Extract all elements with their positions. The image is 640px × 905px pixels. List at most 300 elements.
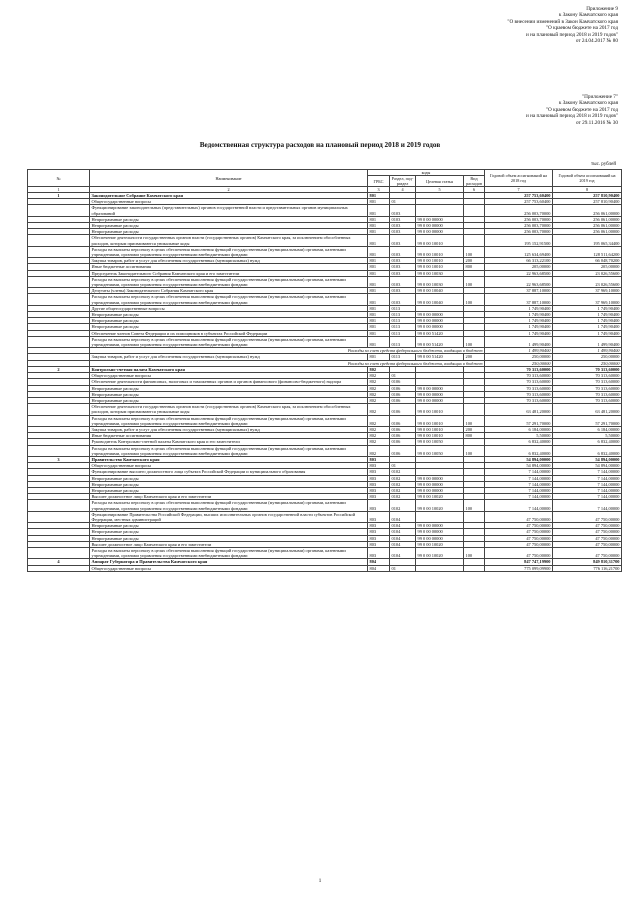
- row-name: Депутаты (члены) Законодательного Собрания Камчатского края: [90, 288, 368, 294]
- row-razdel: 0103: [390, 276, 416, 287]
- row-grbs: 802: [368, 404, 390, 415]
- row-amount-2019: 47 750,00000: [553, 547, 622, 558]
- row-name: Расходы на выплаты персоналу в целях обеспечения выполнения функций государственными (муниципальными) органами, казенными учреждениями, органами управления государственными внебюджетными фондами: [90, 336, 368, 347]
- row-amount-2018: 257 753,60400: [485, 193, 553, 199]
- row-amount-2018: 1 749,90400: [485, 318, 553, 324]
- row-csr: 99 0 00 00000: [416, 391, 464, 397]
- column-number: 6: [464, 187, 485, 193]
- row-grbs: 801: [368, 246, 390, 257]
- row-vr: 100: [464, 547, 485, 558]
- row-amount-2018: 1 499,90400: [485, 336, 553, 347]
- row-grbs: 801: [368, 294, 390, 305]
- row-razdel: 0106: [390, 385, 416, 391]
- row-amount-2018: 66 313,22100: [485, 258, 553, 264]
- row-csr: 99 0 00 10010: [416, 415, 464, 426]
- row-razdel: 0104: [390, 523, 416, 529]
- row-amount-2019: 7 144,00000: [553, 469, 622, 475]
- row-grbs: 801: [368, 264, 390, 270]
- row-razdel: 0103: [390, 258, 416, 264]
- row-num: 1: [28, 193, 90, 199]
- row-amount-2018: 37 887,10000: [485, 294, 553, 305]
- row-grbs: 801: [368, 305, 390, 311]
- row-amount-2018: 70 313,60000: [485, 379, 553, 385]
- col-header-2019: Годовой объем ассигнований на 2019 год: [553, 170, 622, 187]
- row-grbs: 803: [368, 487, 390, 493]
- row-amount-2018: 57 291,70000: [485, 415, 553, 426]
- row-amount-2019: 1 499,90400: [553, 336, 622, 347]
- row-amount-2019: 7 144,00000: [553, 494, 622, 500]
- row-amount-2019: 70 313,60000: [553, 397, 622, 403]
- row-amount-2019: 7 144,00000: [553, 475, 622, 481]
- row-amount-2019: 6 184,00000: [553, 426, 622, 432]
- row-name: Общегосударственные вопросы: [90, 199, 368, 205]
- col-header-2018: Годовой объем ассигнований на 2018 год: [485, 170, 553, 187]
- row-razdel: 0113: [390, 336, 416, 347]
- row-grbs: 801: [368, 205, 390, 216]
- row-razdel: 0106: [390, 426, 416, 432]
- row-csr: 99 0 00 51420: [416, 336, 464, 347]
- row-grbs: 804: [368, 565, 390, 571]
- row-amount-2018: 7 144,00000: [485, 494, 553, 500]
- row-grbs: 802: [368, 379, 390, 385]
- row-csr: 99 0 00 10010: [416, 258, 464, 264]
- col-header-razdel: Раздел, под-раздел: [390, 176, 416, 187]
- row-csr: 99 0 00 00000: [416, 216, 464, 222]
- row-amount-2018: 7 144,00000: [485, 475, 553, 481]
- row-razdel: 0103: [390, 216, 416, 222]
- row-amount-2018: 1 749,90400: [485, 330, 553, 336]
- row-amount-2018: 7 144,00000: [485, 469, 553, 475]
- row-csr: 99 0 00 10020: [416, 547, 464, 558]
- unit-label: тыс. рублей: [591, 162, 616, 167]
- row-vr: [464, 511, 485, 522]
- row-amount-2018: 47 750,00000: [485, 547, 553, 558]
- row-grbs: 803: [368, 500, 390, 511]
- row-amount-2019: 1 749,90400: [553, 324, 622, 330]
- row-name: Закупка товаров, работ и услуг для обеспечения государственных (муниципальных) нужд: [90, 426, 368, 432]
- row-razdel: 0103: [390, 264, 416, 270]
- row-amount-2018: 47 750,00000: [485, 535, 553, 541]
- row-amount-2019: 47 750,00000: [553, 535, 622, 541]
- row-razdel: 0103: [390, 223, 416, 229]
- row-csr: 99 0 00 51420: [416, 354, 464, 360]
- row-csr: 99 0 00 00000: [416, 481, 464, 487]
- row-amount-2019: 256 061,00000: [553, 216, 622, 222]
- row-name: Непрограммные расходы: [90, 324, 368, 330]
- row-csr: 99 0 00 10010: [416, 264, 464, 270]
- row-csr: 99 0 00 10040: [416, 288, 464, 294]
- row-num: 4: [28, 559, 90, 565]
- row-amount-2019: 7 144,00000: [553, 481, 622, 487]
- row-razdel: 0106: [390, 391, 416, 397]
- row-vr: [464, 235, 485, 246]
- row-vr: 800: [464, 264, 485, 270]
- row-amount-2019: 128 511,64200: [553, 246, 622, 257]
- row-grbs: 801: [368, 288, 390, 294]
- note-amount-2019: 1 499,90400: [553, 348, 622, 354]
- row-name: Функционирование высшего должностного лица субъекта Российской Федерации и муниципального образования: [90, 469, 368, 475]
- row-amount-2018: 7 144,00000: [485, 481, 553, 487]
- row-razdel: 0104: [390, 535, 416, 541]
- row-vr: 200: [464, 354, 485, 360]
- row-razdel: 0103: [390, 270, 416, 276]
- row-amount-2019: 54 894,00000: [553, 463, 622, 469]
- header-line: от 24.04.2017 № 80: [575, 38, 618, 45]
- row-razdel: 0113: [390, 318, 416, 324]
- row-amount-2019: 57 291,70000: [553, 415, 622, 426]
- row-razdel: 0104: [390, 529, 416, 535]
- row-razdel: 0103: [390, 246, 416, 257]
- row-amount-2018: 256 003,70000: [485, 229, 553, 235]
- row-razdel: 0102: [390, 500, 416, 511]
- table-row: [28, 246, 622, 257]
- row-amount-2018: 1 749,90400: [485, 312, 553, 318]
- row-grbs: 802: [368, 366, 390, 372]
- row-amount-2019: 47 750,00000: [553, 511, 622, 522]
- header-line: "О краевом бюджете на 2017 год: [545, 106, 618, 113]
- row-grbs: 801: [368, 223, 390, 229]
- row-razdel: 0106: [390, 397, 416, 403]
- table-row: [28, 235, 622, 246]
- row-amount-2018: 22 963,68500: [485, 270, 553, 276]
- row-amount-2018: 37 887,10000: [485, 288, 553, 294]
- row-csr: 99 0 00 00000: [416, 229, 464, 235]
- table-row: [28, 379, 622, 385]
- row-amount-2018: 47 750,00000: [485, 529, 553, 535]
- row-razdel: 0102: [390, 469, 416, 475]
- row-vr: 800: [464, 433, 485, 439]
- row-amount-2018: 6 832,40000: [485, 439, 553, 445]
- row-name: Председатель Законодательного Собрания Камчатского края и его заместители: [90, 270, 368, 276]
- row-num: [28, 336, 90, 347]
- row-grbs: 801: [368, 354, 390, 360]
- row-name: Обеспечение деятельности государственных органов власти (государственных органов) Камчатского края, за исключением обособленных расходов, которым присваиваются уникальные коды: [90, 404, 368, 415]
- row-num: 2: [28, 366, 90, 372]
- row-amount-2019: 256 061,00000: [553, 223, 622, 229]
- row-razdel: 0104: [390, 547, 416, 558]
- row-csr: 99 0 00 00000: [416, 312, 464, 318]
- row-razdel: 0103: [390, 235, 416, 246]
- row-amount-2018: 70 313,60000: [485, 373, 553, 379]
- row-name: Непрограммные расходы: [90, 529, 368, 535]
- row-amount-2019: 849 810,31700: [553, 559, 622, 565]
- row-name: Общегосударственные вопросы: [90, 373, 368, 379]
- row-vr: 200: [464, 258, 485, 264]
- row-razdel: 0113: [390, 312, 416, 318]
- row-amount-2018: 256 003,70000: [485, 216, 553, 222]
- row-grbs: 802: [368, 385, 390, 391]
- row-name: Непрограммные расходы: [90, 312, 368, 318]
- table-row: [28, 500, 622, 511]
- row-num: [28, 246, 90, 257]
- row-amount-2019: 1 749,90400: [553, 330, 622, 336]
- table-header-row: [28, 170, 622, 176]
- row-csr: 99 0 00 00000: [416, 324, 464, 330]
- row-name: Функционирование Правительства Российской Федерации, высших исполнительных органов государственной власти субъектов Российской Федерации, местных администраций: [90, 511, 368, 522]
- row-grbs: 803: [368, 456, 390, 462]
- row-amount-2018: 1 749,90400: [485, 324, 553, 330]
- row-amount-2018: 47 750,00000: [485, 541, 553, 547]
- row-vr: [464, 205, 485, 216]
- row-csr: 99 0 00 00000: [416, 397, 464, 403]
- row-amount-2019: 6 832,40000: [553, 445, 622, 456]
- row-amount-2019: 23 026,55600: [553, 270, 622, 276]
- row-amount-2019: 205,00000: [553, 264, 622, 270]
- row-razdel: 0106: [390, 379, 416, 385]
- row-razdel: 0113: [390, 305, 416, 311]
- row-name: Другие общегосударственные вопросы: [90, 305, 368, 311]
- row-amount-2019: 776 116,21700: [553, 565, 622, 571]
- row-name: Расходы на выплаты персоналу в целях обеспечения выполнения функций государственными (муниципальными) органами, казенными учреждениями, органами управления государственными внебюджетными фондами: [90, 415, 368, 426]
- row-vr: 100: [464, 276, 485, 287]
- row-vr: 100: [464, 336, 485, 347]
- row-csr: 99 0 00 10040: [416, 294, 464, 305]
- row-grbs: 802: [368, 397, 390, 403]
- row-csr: 99 0 00 00000: [416, 523, 464, 529]
- table-row: [28, 547, 622, 558]
- row-amount-2018: 256 003,70000: [485, 205, 553, 216]
- row-amount-2018: 775 099,09900: [485, 565, 553, 571]
- row-name: Расходы на выплаты персоналу в целях обеспечения выполнения функций государственными (муниципальными) органами, казенными учреждениями, органами управления государственными внебюджетными фондами: [90, 547, 368, 558]
- row-grbs: 801: [368, 258, 390, 264]
- row-grbs: 802: [368, 439, 390, 445]
- row-name: Иные бюджетные ассигнования: [90, 433, 368, 439]
- row-grbs: 802: [368, 391, 390, 397]
- row-amount-2019: 7 144,00000: [553, 500, 622, 511]
- row-amount-2019: 47 750,00000: [553, 541, 622, 547]
- row-razdel: 0106: [390, 404, 416, 415]
- header-line: "О внесении изменений в Закон Камчатского края: [507, 18, 618, 25]
- row-amount-2018: 54 894,00000: [485, 456, 553, 462]
- row-num: [28, 276, 90, 287]
- row-csr: 99 0 00 10010: [416, 433, 464, 439]
- column-number: 8: [553, 187, 622, 193]
- row-razdel: 01: [390, 463, 416, 469]
- table-body: [28, 193, 622, 572]
- page-number: 1: [318, 878, 322, 884]
- row-grbs: 801: [368, 216, 390, 222]
- row-name: Непрограммные расходы: [90, 216, 368, 222]
- row-amount-2019: 63 481,20000: [553, 404, 622, 415]
- header-line: к Закону Камчатского края: [558, 12, 618, 19]
- row-amount-2018: 7 144,00000: [485, 487, 553, 493]
- row-razdel: 0113: [390, 324, 416, 330]
- row-name: Общегосударственные вопросы: [90, 463, 368, 469]
- row-grbs: 802: [368, 373, 390, 379]
- row-grbs: 801: [368, 199, 390, 205]
- row-vr: 100: [464, 246, 485, 257]
- row-name: Непрограммные расходы: [90, 397, 368, 403]
- row-name: Расходы на выплаты персоналу в целях обеспечения выполнения функций государственными (муниципальными) органами, казенными учреждениями, органами управления государственными внебюджетными фондами: [90, 500, 368, 511]
- table-row: [28, 404, 622, 415]
- row-razdel: 0102: [390, 487, 416, 493]
- row-amount-2019: 250,00000: [553, 354, 622, 360]
- row-csr: 99 0 00 00000: [416, 475, 464, 481]
- row-csr: 99 0 00 10020: [416, 494, 464, 500]
- row-grbs: 803: [368, 481, 390, 487]
- row-amount-2018: 70 313,60000: [485, 366, 553, 372]
- row-csr: 99 0 00 00000: [416, 223, 464, 229]
- row-csr: [416, 565, 464, 571]
- row-vr: 100: [464, 500, 485, 511]
- row-razdel: 0106: [390, 439, 416, 445]
- row-grbs: 801: [368, 193, 390, 199]
- row-amount-2019: 5,50000: [553, 433, 622, 439]
- row-name: Непрограммные расходы: [90, 535, 368, 541]
- row-name: Расходы на выплаты персоналу в целях обеспечения выполнения функций государственными (муниципальными) органами, казенными учреждениями, органами управления государственными внебюджетными фондами: [90, 445, 368, 456]
- row-grbs: 803: [368, 541, 390, 547]
- row-grbs: 803: [368, 463, 390, 469]
- document-title: Ведомственная структура расходов на плановый период 2018 и 2019 годов: [199, 141, 441, 149]
- row-amount-2018: 70 313,60000: [485, 391, 553, 397]
- row-amount-2018: 1 749,90400: [485, 305, 553, 311]
- row-csr: 99 0 00 00000: [416, 535, 464, 541]
- row-name: Правительство Камчатского края: [90, 456, 368, 462]
- row-amount-2018: 847 747,19900: [485, 559, 553, 565]
- row-csr: 99 0 00 10020: [416, 541, 464, 547]
- table-row: [28, 415, 622, 426]
- row-num: [28, 445, 90, 456]
- row-grbs: 804: [368, 559, 390, 565]
- row-name: Расходы на выплаты персоналу в целях обеспечения выполнения функций государственными (муниципальными) органами, казенными учреждениями, органами управления государственными внебюджетными фондами: [90, 294, 368, 305]
- row-vr: 100: [464, 294, 485, 305]
- row-amount-2019: 23 026,55600: [553, 276, 622, 287]
- row-name: Расходы на выплаты персоналу в целях обеспечения выполнения функций государственными (муниципальными) органами, казенными учреждениями, органами управления государственными внебюджетными фондами: [90, 246, 368, 257]
- row-name: Иные бюджетные ассигнования: [90, 264, 368, 270]
- row-amount-2019: 257 810,90400: [553, 193, 622, 199]
- row-amount-2018: 257 753,60400: [485, 199, 553, 205]
- row-amount-2019: 1 749,90400: [553, 305, 622, 311]
- row-grbs: 801: [368, 330, 390, 336]
- row-name: Непрограммные расходы: [90, 229, 368, 235]
- row-name: Обеспечение деятельности государственных органов власти (государственных органов) Камчатского края, за исключением обособленных расходов, которым присваиваются уникальные коды: [90, 235, 368, 246]
- row-amount-2018: 125 634,69400: [485, 246, 553, 257]
- row-grbs: 801: [368, 336, 390, 347]
- row-name: Закупка товаров, работ и услуг для обеспечения государственных (муниципальных) нужд: [90, 258, 368, 264]
- header-line: Приложение 9: [586, 6, 618, 12]
- row-name: Закупка товаров, работ и услуг для обеспечения государственных (муниципальных) нужд: [90, 354, 368, 360]
- header-line: от 29.11.2016 № 30: [576, 119, 618, 126]
- row-csr: 99 0 00 10010: [416, 404, 464, 415]
- row-csr: [416, 511, 464, 522]
- row-amount-2019: 37 969,10000: [553, 294, 622, 305]
- row-amount-2018: 6 184,00000: [485, 426, 553, 432]
- header-line: к Закону Камчатского края: [558, 100, 618, 107]
- row-name: Общегосударственные вопросы: [90, 565, 368, 571]
- table-row: [28, 511, 622, 522]
- row-amount-2018: 5,50000: [485, 433, 553, 439]
- row-grbs: 803: [368, 475, 390, 481]
- row-name: Непрограммные расходы: [90, 475, 368, 481]
- row-razdel: 0103: [390, 294, 416, 305]
- row-amount-2018: 47 750,00000: [485, 523, 553, 529]
- row-amount-2019: 256 061,00000: [553, 205, 622, 216]
- header-line: и на плановый период 2018 и 2019 годов": [526, 31, 618, 38]
- row-razdel: 01: [390, 373, 416, 379]
- row-amount-2018: 54 894,00000: [485, 463, 553, 469]
- row-name: Непрограммные расходы: [90, 223, 368, 229]
- row-num: [28, 415, 90, 426]
- row-amount-2019: 70 313,60000: [553, 379, 622, 385]
- row-name: Непрограммные расходы: [90, 385, 368, 391]
- row-name: Аппарат Губернатора и Правительства Камчатского края: [90, 559, 368, 565]
- row-csr: 99 0 00 00000: [416, 529, 464, 535]
- row-razdel: 0104: [390, 541, 416, 547]
- row-num: [28, 500, 90, 511]
- row-csr: 99 0 00 10050: [416, 439, 464, 445]
- row-grbs: 802: [368, 426, 390, 432]
- row-name: Расходы на выплаты персоналу в целях обеспечения выполнения функций государственными (муниципальными) органами, казенными учреждениями, органами управления государственными внебюджетными фондами: [90, 276, 368, 287]
- row-name: Непрограммные расходы: [90, 391, 368, 397]
- row-grbs: 801: [368, 312, 390, 318]
- table-row: [28, 294, 622, 305]
- note-amount-2019: 250,00000: [553, 360, 622, 366]
- row-csr: 99 0 00 10010: [416, 426, 464, 432]
- row-grbs: 801: [368, 318, 390, 324]
- row-grbs: 801: [368, 235, 390, 246]
- row-amount-2018: 250,00000: [485, 354, 553, 360]
- col-header-vr: Вид расходов: [464, 176, 485, 187]
- row-razdel: 0103: [390, 288, 416, 294]
- row-grbs: 803: [368, 547, 390, 558]
- row-razdel: 0103: [390, 205, 416, 216]
- row-grbs: 802: [368, 445, 390, 456]
- row-amount-2019: 195 065,34400: [553, 235, 622, 246]
- row-grbs: 803: [368, 529, 390, 535]
- row-amount-2018: 70 313,60000: [485, 385, 553, 391]
- appendix-header-current: [507, 6, 618, 44]
- row-amount-2019: 37 969,10000: [553, 288, 622, 294]
- row-csr: 99 0 00 10030: [416, 276, 464, 287]
- row-name: Обеспечение деятельности финансовых, налоговых и таможенных органов и органов финансового (финансово-бюджетного) надзора: [90, 379, 368, 385]
- row-razdel: 0106: [390, 433, 416, 439]
- row-csr: 99 0 00 10030: [416, 270, 464, 276]
- row-razdel: 0102: [390, 494, 416, 500]
- row-amount-2018: 205,00000: [485, 264, 553, 270]
- table-row: [28, 565, 622, 571]
- row-num: [28, 294, 90, 305]
- row-name: Обеспечение членов Совета Федерации и их помощников в субъектах Российской Федерации: [90, 330, 368, 336]
- row-amount-2019: 47 750,00000: [553, 529, 622, 535]
- row-grbs: 803: [368, 469, 390, 475]
- row-name: Непрограммные расходы: [90, 487, 368, 493]
- header-line: и на плановый период 2018 и 2019 годов": [526, 113, 618, 120]
- row-amount-2019: 54 894,00000: [553, 456, 622, 462]
- row-grbs: 803: [368, 511, 390, 522]
- row-amount-2019: 70 313,60000: [553, 373, 622, 379]
- row-csr: 99 0 00 51420: [416, 330, 464, 336]
- row-num: [28, 547, 90, 558]
- row-csr: 99 0 00 00000: [416, 318, 464, 324]
- row-grbs: 801: [368, 276, 390, 287]
- col-header-csr: Целевая статья: [416, 176, 464, 187]
- row-grbs: 801: [368, 270, 390, 276]
- column-number: 7: [485, 187, 553, 193]
- row-csr: 99 0 00 10010: [416, 235, 464, 246]
- row-amount-2019: 70 313,60000: [553, 366, 622, 372]
- expenditure-table: [27, 169, 622, 572]
- row-amount-2019: 256 061,00000: [553, 229, 622, 235]
- federal-funds-note: Расходы за счет средств федерального бюджета, входящих в бюджет: [90, 348, 485, 354]
- row-name: Непрограммные расходы: [90, 481, 368, 487]
- row-name: Непрограммные расходы: [90, 523, 368, 529]
- row-vr: 100: [464, 415, 485, 426]
- row-name: Высшее должностное лицо Камчатского края и его заместители: [90, 541, 368, 547]
- row-num: 3: [28, 456, 90, 462]
- header-line: "Приложение 7": [582, 94, 618, 100]
- row-amount-2018: 70 313,60000: [485, 397, 553, 403]
- col-header-name: Наименование: [90, 170, 368, 187]
